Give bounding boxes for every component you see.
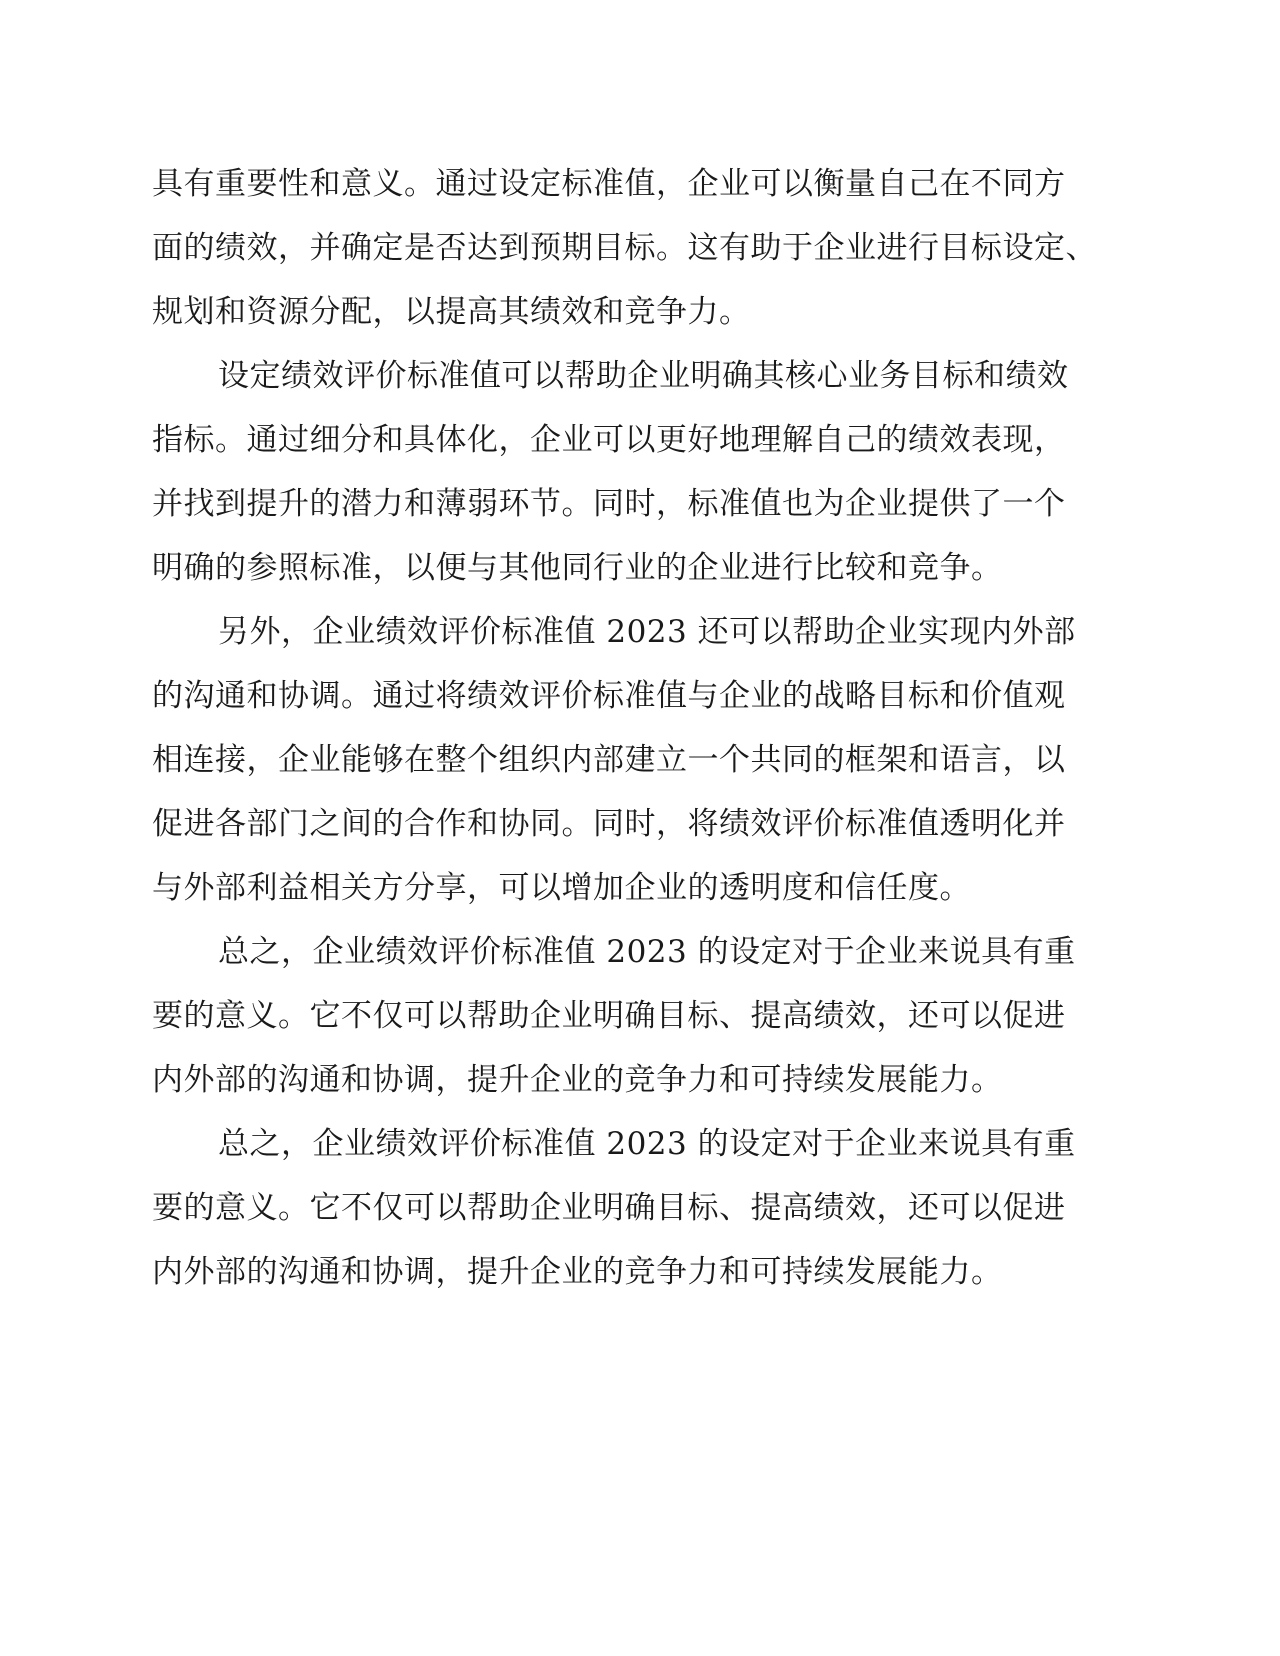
text-line: 规划和资源分配，以提高其绩效和竞争力。 bbox=[152, 294, 751, 330]
text-line: 明确的参照标准，以便与其他同行业的企业进行比较和竞争。 bbox=[152, 550, 1003, 586]
text-line: 内外部的沟通和协调，提升企业的竞争力和可持续发展能力。 bbox=[152, 1254, 1003, 1290]
text-line: 并找到提升的潜力和薄弱环节。同时，标准值也为企业提供了一个 bbox=[152, 486, 1066, 522]
text-line: 要的意义。它不仅可以帮助企业明确目标、提高绩效，还可以促进 bbox=[152, 998, 1066, 1034]
text-line: 与外部利益相关方分享，可以增加企业的透明度和信任度。 bbox=[152, 870, 971, 906]
text-line: 面的绩效，并确定是否达到预期目标。这有助于企业进行目标设定、 bbox=[152, 230, 1097, 266]
text-line: 促进各部门之间的合作和协同。同时，将绩效评价标准值透明化并 bbox=[152, 806, 1066, 842]
text-line: 的沟通和协调。通过将绩效评价标准值与企业的战略目标和价值观 bbox=[152, 678, 1066, 714]
text-line: 内外部的沟通和协调，提升企业的竞争力和可持续发展能力。 bbox=[152, 1062, 1003, 1098]
text-line: 要的意义。它不仅可以帮助企业明确目标、提高绩效，还可以促进 bbox=[152, 1190, 1066, 1226]
text-line: 设定绩效评价标准值可以帮助企业明确其核心业务目标和绩效 bbox=[218, 358, 1069, 394]
text-line: 另外，企业绩效评价标准值 2023 还可以帮助企业实现内外部 bbox=[218, 614, 1076, 650]
text-line: 具有重要性和意义。通过设定标准值，企业可以衡量自己在不同方 bbox=[152, 166, 1066, 202]
text-line: 指标。通过细分和具体化，企业可以更好地理解自己的绩效表现， bbox=[152, 422, 1066, 458]
text-line: 总之，企业绩效评价标准值 2023 的设定对于企业来说具有重 bbox=[218, 934, 1076, 970]
text-line: 相连接，企业能够在整个组织内部建立一个共同的框架和语言，以 bbox=[152, 742, 1066, 778]
text-line: 总之，企业绩效评价标准值 2023 的设定对于企业来说具有重 bbox=[218, 1126, 1076, 1162]
